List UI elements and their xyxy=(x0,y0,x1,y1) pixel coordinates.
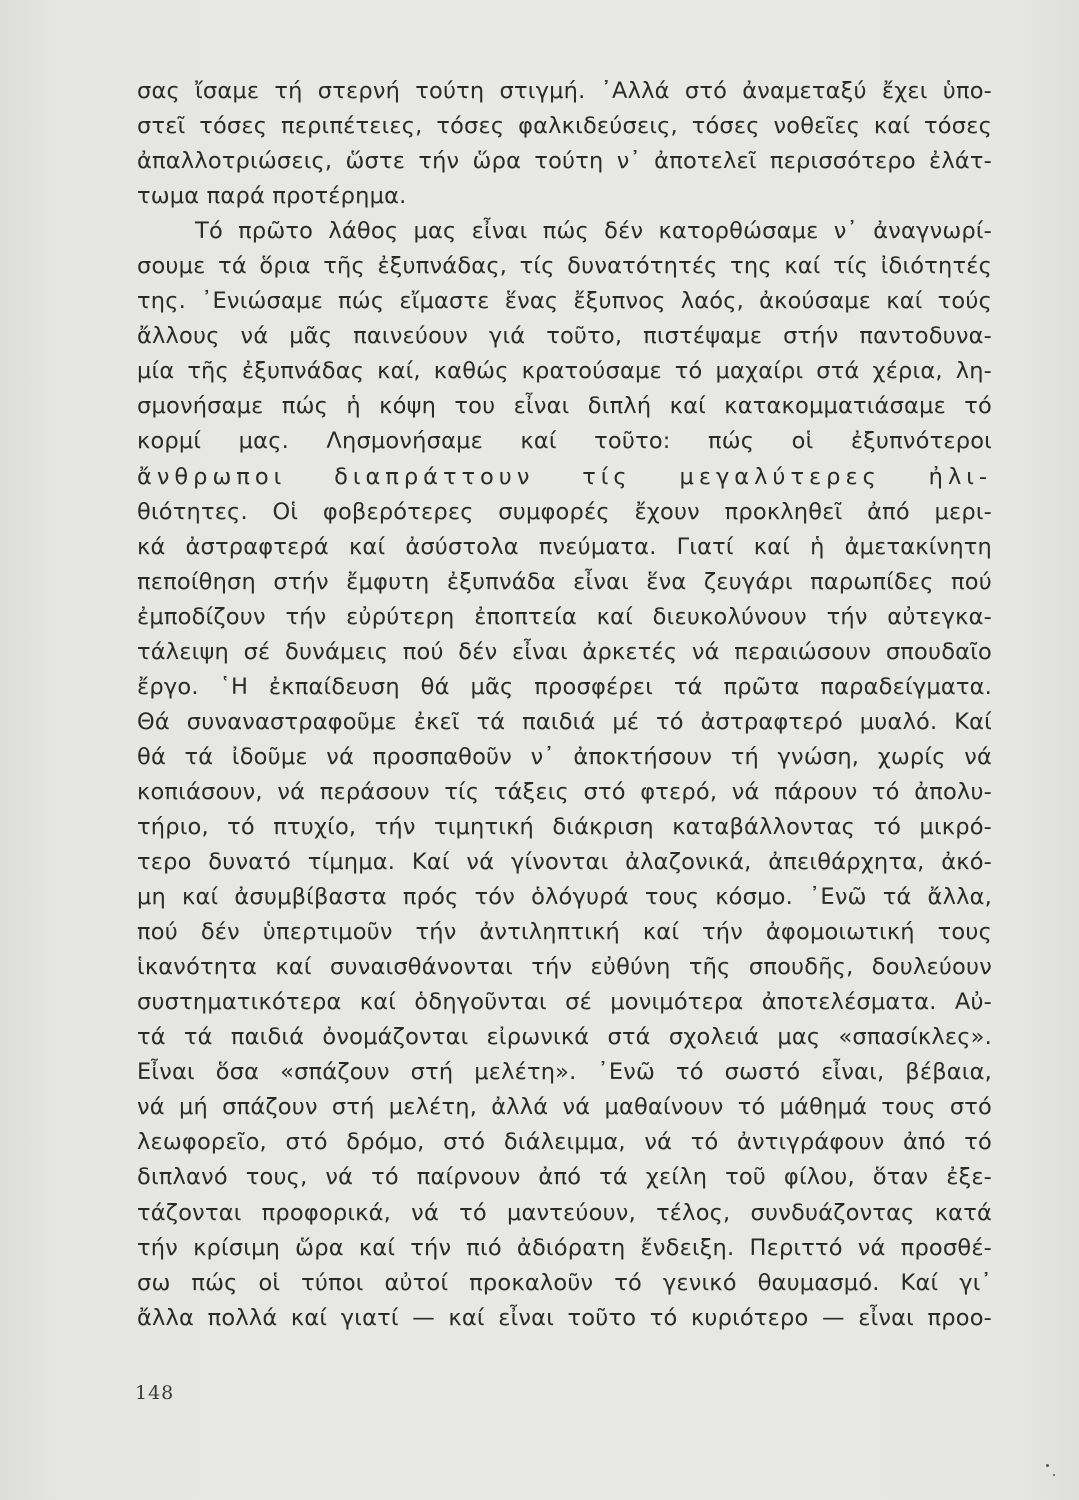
text-line: κορμί μας. Λησμονήσαμε καί τοῦτο: πώς οἱ ἐξυπνότεροι xyxy=(137,428,992,455)
text-line: σουμε τά ὅρια τῆς ἐξυπνάδας, τίς δυνατότητές της καί τίς ἰδιότητές xyxy=(137,253,992,280)
paragraph-first-line: Τό πρῶτο λάθος μας εἶναι πώς δέν κατορθώσαμε ν᾿ ἀναγνωρί- xyxy=(195,218,992,245)
text-line: τήριο, τό πτυχίο, τήν τιμητική διάκριση καταβάλλοντας τό μικρό- xyxy=(137,813,992,840)
text-line: τήν κρίσιμη ὥρα καί τήν πιό ἀδιόρατη ἔνδειξη. Περιττό νά προσθέ- xyxy=(137,1234,992,1261)
text-line: λεωφορεῖο, στό δρόμο, στό διάλειμμα, νά τό ἀντιγράφουν ἀπό τό xyxy=(137,1129,992,1156)
text-line: ἐμποδίζουν τήν εὐρύτερη ἐποπτεία καί διευκολύνουν τήν αὐτεγκα- xyxy=(137,603,992,630)
text-line: τάζονται προφορικά, νά τό μαντεύουν, τέλος, συνδυάζοντας κατά xyxy=(137,1199,992,1226)
paper-speck xyxy=(1046,1464,1049,1467)
text-line: τά τά παιδιά ὀνομάζονται εἰρωνικά στά σχολειά μας «σπασίκλες». xyxy=(137,1024,992,1051)
text-line: τωμα παρά προτέρημα. xyxy=(137,183,407,210)
text-line: ἄλλα πολλά καί γιατί — καί εἶναι τοῦτο τό κυριότερο — εἶναι προο- xyxy=(137,1304,992,1331)
text-line: σμονήσαμε πώς ἡ κόψη του εἶναι διπλή καί κατακομματιάσαμε τό xyxy=(137,393,992,420)
text-line: μία τῆς ἐξυπνάδας καί, καθώς κρατούσαμε τό μαχαίρι στά χέρια, λη- xyxy=(137,358,992,385)
text-line: ἀπαλλοτριώσεις, ὥστε τήν ὥρα τούτη ν᾿ ἀποτελεῖ περισσότερο ἐλάτ- xyxy=(137,148,992,175)
text-line: Θά συναναστραφοῦμε ἐκεῖ τά παιδιά μέ τό ἀστραφτερό μυαλό. Καί xyxy=(137,708,992,735)
paper-speck xyxy=(1053,1474,1055,1476)
text-line: ἔργο. ῾Η ἐκπαίδευση θά μᾶς προσφέρει τά πρῶτα παραδείγματα. xyxy=(137,673,992,700)
text-line: Εἶναι ὅσα «σπάζουν στή μελέτη». ᾿Ενῶ τό σωστό εἶναι, βέβαια, xyxy=(137,1059,992,1086)
text-line: σω πώς οἱ τύποι αὐτοί προκαλοῦν τό γενικό θαυμασμό. Καί γι᾿ xyxy=(137,1269,992,1296)
text-line: θά τά ἰδοῦμε νά προσπαθοῦν ν᾿ ἀποκτήσουν τή γνώση, χωρίς νά xyxy=(137,743,992,770)
text-line: πεποίθηση στήν ἔμφυτη ἐξυπνάδα εἶναι ἕνα ζευγάρι παρωπίδες πού xyxy=(137,568,992,595)
text-line: κά ἀστραφτερά καί ἀσύστολα πνεύματα. Γιατί καί ἡ ἀμετακίνητη xyxy=(137,533,992,560)
page-number: 148 xyxy=(135,1382,175,1404)
text-line: θιότητες. Οἱ φοβερότερες συμφορές ἔχουν προκληθεῖ ἀπό μερι- xyxy=(137,498,992,525)
text-line: τερο δυνατό τίμημα. Καί νά γίνονται ἀλαζονικά, ἀπειθάρχητα, ἀκό- xyxy=(137,849,992,876)
text-line: ἱκανότητα καί συναισθάνονται τήν εὐθύνη τῆς σπουδῆς, δουλεύουν xyxy=(137,954,992,981)
text-line: σας ἴσαμε τή στερνή τούτη στιγμή. ᾿Αλλά στό ἀναμεταξύ ἔχει ὑπο- xyxy=(137,78,992,104)
body-text xyxy=(137,74,992,1336)
text-line: της. ᾿Ενιώσαμε πώς εἴμαστε ἕνας ἔξυπνος λαός, ἀκούσαμε καί τούς xyxy=(137,288,992,315)
text-line: στεῖ τόσες περιπέτειες, τόσες φαλκιδεύσεις, τόσες νοθεῖες καί τόσες xyxy=(137,113,992,140)
text-line: τάλειψη σέ δυνάμεις πού δέν εἶναι ἀρκετές νά περαιώσουν σπουδαῖο xyxy=(137,638,992,665)
text-line: διπλανό τους, νά τό παίρνουν ἀπό τά χείλη τοῦ φίλου, ὅταν ἐξε- xyxy=(137,1164,992,1191)
text-line-emphasis: ἄνθρωποι διαπράττουν τίς μεγαλύτερες ἠλι- xyxy=(137,463,992,490)
text-line: κοπιάσουν, νά περάσουν τίς τάξεις στό φτερό, νά πάρουν τό ἀπολυ- xyxy=(137,778,992,805)
text-line: νά μή σπάζουν στή μελέτη, ἀλλά νά μαθαίνουν τό μάθημά τους στό xyxy=(137,1094,992,1121)
text-line: ἄλλους νά μᾶς παινεύουν γιά τοῦτο, πιστέψαμε στήν παντοδυνα- xyxy=(137,323,992,350)
text-line: συστηματικότερα καί ὁδηγοῦνται σέ μονιμότερα ἀποτελέσματα. Αὐ- xyxy=(137,989,992,1016)
text-line: μη καί ἀσυμβίβαστα πρός τόν ὁλόγυρά τους κόσμο. ᾿Ενῶ τά ἄλλα, xyxy=(137,884,992,911)
text-line: πού δέν ὑπερτιμοῦν τήν ἀντιληπτική καί τήν ἀφομοιωτική τους xyxy=(137,919,992,946)
